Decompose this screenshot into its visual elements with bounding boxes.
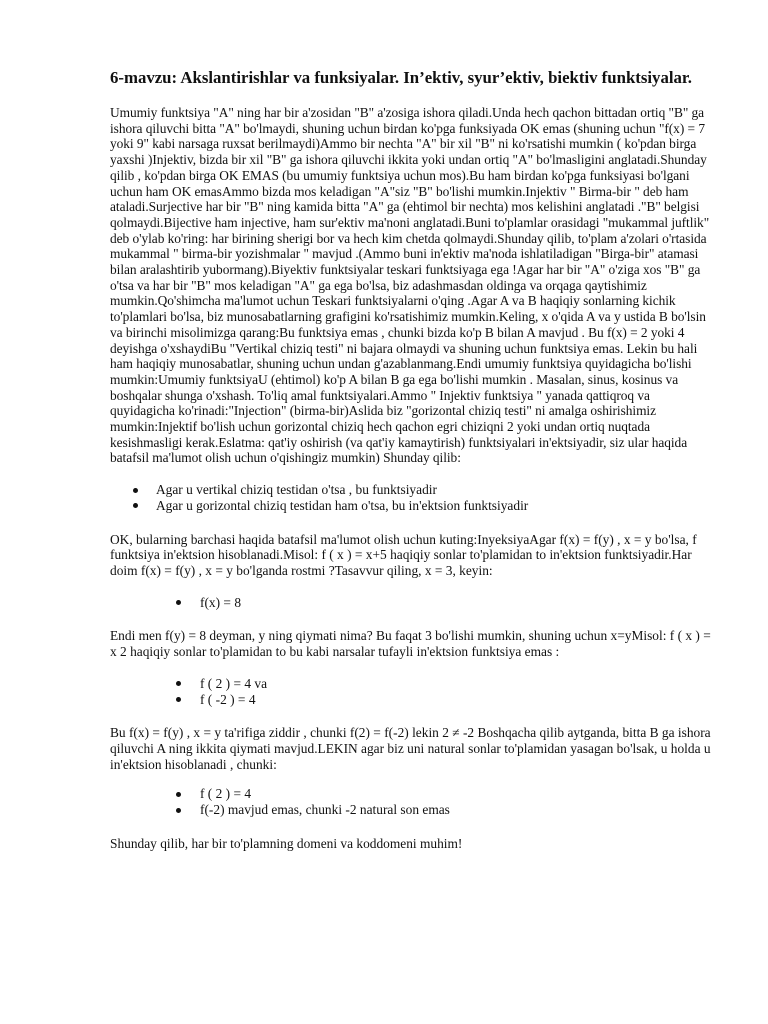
list-item: f(x) = 8 <box>110 595 714 611</box>
intro-paragraph: Umumiy funktsiya "A" ning har bir a'zosidan "B" a'zosiga ishora qiladi.Unda hech qachon bittadan ortiq "B" ga ishora qiluvchi bitta "A" bo'lmaydi, shuning uchun birdan ko'pga funksiyada OK emas (shuning uchun "f(x) = 7 yoki 9" kabi narsaga ruxsat berilmaydi)Ammo bir nechta "A" bir xil "B" ni ko'rsatishi mumkin ( ko'pdan birga yaxshi )Injektiv, bizda bir xil "B" ga ishora qiluvchi ikkita yoki undan ortiq "A" bo'lmasligini anglatadi.Shunday qilib , ko'pdan birga OK EMAS (bu umumiy funktsiya uchun mos).Bu ham birdan ko'pga funksiyasi bo'lgani uchun ham OK emasAmmo bizda mos keladigan "A"siz "B" bo'lishi mumkin.Injektiv " Birma-bir " deb ham ataladi.Surjective har bir "B" ning kamida bitta "A" ga (ehtimol bir nechta) mos kelishini anglatadi ."B" belgisi qolmaydi.Bijective ham injective, ham sur'ektiv ma'noni anglatadi.Buni to'plamlar orasidagi "mukammal juftlik" deb o'ylab ko'ring: har birining sherigi bor va hech kim chetda qolmaydi.Shunday qilib, to'plam a'zolari o'rtasida mukammal " birma-bir yozishmalar " mavjud .(Ammo buni in'ektiv ma'noda ishlatiladigan "Birga-bir" atamasi bilan aralashtirib yubormang).Biyektiv funktsiyalar teskari funktsiyaga ega !Agar har bir "A" o'ziga xos "B" ga o'tsa va har bir "B" mos keladigan "A" ga ega bo'lsa, biz adashmasdan oldinga va orqaga qaytishimiz mumkin.Qo'shimcha ma'lumot uchun Teskari funktsiyalarni o'qing .Agar A va B haqiqiy sonlarning kichik to'plamlari bo'lsa, biz munosabatlarning grafigini ko'rsatishimiz mumkin.Keling, x o'qida A va y ustida B bo'lsin va birinchi misolimizga qarang:Bu funktsiya emas , chunki bizda ko'p B bilan A mavjud . Bu f(x) = 2 yoki 4 deyishga o'xshaydiBu "Vertikal chiziq testi" ni bajara olmaydi va shuning uchun funktsiya emas. Lekin bu hali ham haqiqiy munosabatlar, shuning uchun undan g'azablanmang.Endi umumiy funktsiya quyidagicha bo'lishi mumkin:Umumiy funktsiyaU (ehtimol) ko'p A bilan B ga ega bo'lishi mumkin . Masalan, sinus, kosinus va boshqalar shunga o'xshash. To'liq amal funktsiyalari.Ammo " Injektiv funktsiya " yanada qattiqroq va quyidagicha ko'rinadi:"Injection" (birma-bir)Aslida biz "gorizontal chiziq testi" ni amalga oshirishimiz mumkin:Injektif bo'lish uchun gorizontal chiziq hech qachon egri chiziqni 2 yoki undan ortiq nuqtada kesishmasligi kerak.Eslatma: qat'iy oshirish (va qat'iy kamaytirish) funktsiyalari in'ektsiyadir, siz ular haqida batafsil ma'lumot olish uchun o'qishingiz mumkin) Shunday qilib: <box>110 105 710 466</box>
spacer <box>110 818 714 836</box>
spacer <box>110 772 714 786</box>
list-item: Agar u vertikal chiziq testidan o'tsa , bu funktsiyadir <box>110 482 714 498</box>
injection-paragraph: OK, bularning barchasi haqida batafsil ma'lumot olish uchun kuting:InyeksiyaAgar f(x) = f(y) , x = y bo'lsa, f funktsiya in'ektsion hisoblanadi.Misol: f ( x ) = x+5 haqiqiy sonlar to'plamidan to in'ektsion funktsiyadir.Har doim f(x) = f(y) , x = y bo'lganda rostmi ?Tasavvur qiling, x = 3, keyin: <box>110 531 697 578</box>
example-list-1 <box>110 595 714 611</box>
title-text: Akslantirishlar va funksiyalar. In’ektiv, syur’ektiv, biektiv funktsiyalar. <box>177 68 692 87</box>
spacer <box>110 579 714 595</box>
test-criteria-list <box>110 482 714 513</box>
conclusion-paragraph: Shunday qilib, har bir to'plamning domeni va koddomeni muhim! <box>110 835 463 851</box>
title-prefix: 6-mavzu: <box>110 68 178 87</box>
spacer <box>110 466 714 482</box>
example-list-2 <box>110 676 714 707</box>
spacer <box>110 610 714 628</box>
document-page <box>110 68 714 851</box>
example-paragraph: Endi men f(y) = 8 deyman, y ning qiymati nima? Bu faqat 3 bo'lishi mumkin, shuning uchun x=yMisol: f ( x ) = x 2 haqiqiy sonlar to'plamidan to bu kabi narsalar tufayli in'ektsion funktsiya emas : <box>110 628 711 660</box>
spacer <box>110 514 714 532</box>
list-item: f ( -2 ) = 4 <box>110 692 714 708</box>
list-item: f(-2) mavjud emas, chunki -2 natural son emas <box>110 802 714 818</box>
page-title <box>110 68 714 88</box>
counterexample-paragraph: Bu f(x) = f(y) , x = y ta'rifiga ziddir , chunki f(2) = f(-2) lekin 2 ≠ -2 Boshqacha qilib aytganda, bitta B ga ishora qiluvchi A ning ikkita qiymati mavjud.LEKIN agar biz uni natural sonlar to'plamidan yasagan bo'lsak, u holda u in'ektsion hisoblanadi , chunki: <box>110 725 711 772</box>
list-item: f ( 2 ) = 4 va <box>110 676 714 692</box>
spacer <box>110 707 714 725</box>
example-list-3 <box>110 786 714 817</box>
list-item: f ( 2 ) = 4 <box>110 786 714 802</box>
spacer <box>110 660 714 676</box>
list-item: Agar u gorizontal chiziq testidan ham o'tsa, bu in'ektsion funktsiyadir <box>110 498 714 514</box>
